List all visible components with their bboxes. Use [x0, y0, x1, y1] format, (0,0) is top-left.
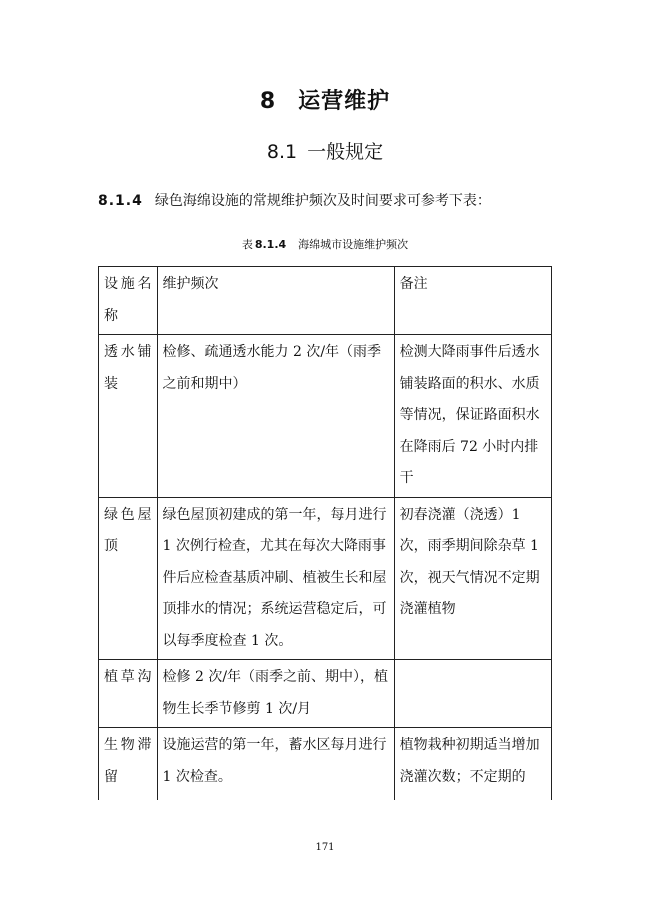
table-caption-prefix: 表 [241, 238, 253, 251]
header-frequency: 维护频次 [157, 267, 394, 335]
maintenance-frequency-table [98, 266, 552, 800]
table-row [99, 497, 552, 660]
table-row [99, 660, 552, 728]
note-cell: 检测大降雨事件后透水铺装路面的积水、水质等情况，保证路面积水在降雨后 72 小时内排干 [394, 335, 551, 498]
section-title-text: 一般规定 [307, 141, 384, 163]
facility-cell: 绿色屋顶 [99, 497, 158, 660]
frequency-cell: 设施运营的第一年，蓄水区每月进行 1 次检查。 [157, 728, 394, 801]
header-facility: 设施名称 [99, 267, 158, 335]
chapter-number: 8 [259, 89, 277, 114]
clause-paragraph [98, 190, 491, 210]
frequency-cell: 检修、疏通透水能力 2 次/年（雨季之前和期中） [157, 335, 394, 498]
table-row [99, 335, 552, 498]
table-row [99, 728, 552, 801]
chapter-title [0, 84, 650, 115]
section-title [0, 137, 650, 164]
frequency-cell: 绿色屋顶初建成的第一年，每月进行 1 次例行检查，尤其在每次大降雨事件后应检查基质冲刷、植被生长和屋顶排水的情况；系统运营稳定后，可以每季度检查 1 次。 [157, 497, 394, 660]
note-cell: 植物栽种初期适当增加浇灌次数；不定期的 [394, 728, 551, 801]
note-cell [394, 660, 551, 728]
table-caption-number: 8.1.4 [254, 238, 287, 251]
clause-number: 8.1.4 [98, 193, 143, 209]
clause-text: 绿色海绵设施的常规维护频次及时间要求可参考下表： [154, 193, 491, 209]
header-note: 备注 [394, 267, 551, 335]
facility-cell: 植草沟 [99, 660, 158, 728]
note-cell: 初春浇灌（浇透）1 次，雨季期间除杂草 1 次，视天气情况不定期浇灌植物 [394, 497, 551, 660]
table-caption [0, 236, 650, 252]
section-number: 8.1 [266, 141, 298, 163]
facility-cell: 透水铺装 [99, 335, 158, 498]
page-number: 171 [315, 842, 335, 853]
frequency-cell: 检修 2 次/年（雨季之前、期中），植物生长季节修剪 1 次/月 [157, 660, 394, 728]
chapter-title-text: 运营维护 [298, 89, 391, 114]
table-header-row [99, 267, 552, 335]
table-caption-title: 海绵城市设施维护频次 [298, 238, 409, 251]
facility-cell: 生物滞留 [99, 728, 158, 801]
